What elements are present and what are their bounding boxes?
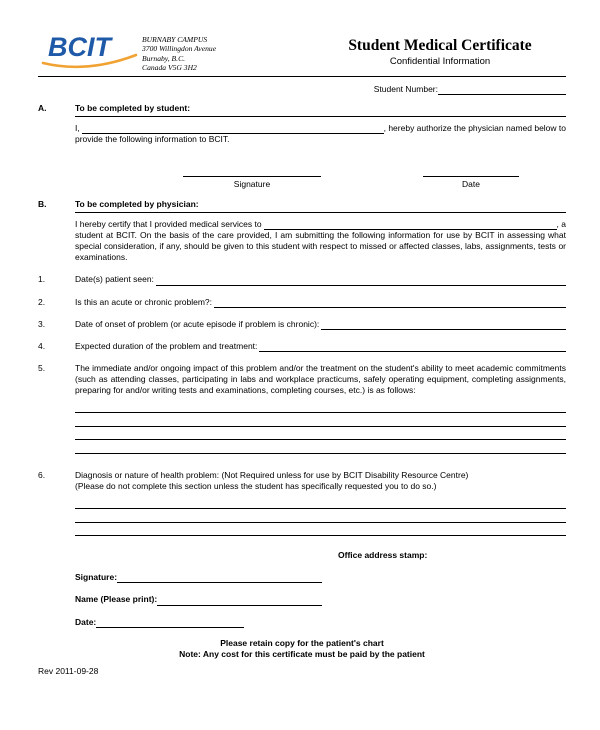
question-1-label: Date(s) patient seen: bbox=[75, 274, 154, 285]
address-line-3: Canada V5G 3H2 bbox=[142, 62, 197, 72]
question-6 bbox=[38, 470, 566, 492]
question-2-label: Is this an acute or chronic problem?: bbox=[75, 296, 213, 307]
retain-copy-note: Please retain copy for the patient's chart bbox=[220, 637, 384, 648]
answer-line[interactable] bbox=[75, 496, 566, 510]
cost-note: Note: Any cost for this certificate must be paid by the patient bbox=[179, 648, 425, 659]
answer-line[interactable] bbox=[75, 509, 566, 523]
page-subtitle: Confidential Information bbox=[389, 56, 491, 68]
student-signature-field[interactable] bbox=[183, 167, 321, 177]
physician-date-row bbox=[75, 617, 566, 628]
authorize-prefix: I, bbox=[75, 123, 80, 134]
address-line-2: Burnaby, B.C. bbox=[142, 53, 186, 63]
authorization-paragraph bbox=[75, 123, 566, 145]
question-4 bbox=[38, 341, 566, 352]
certify-prefix: I hereby certify that I provided medical services to bbox=[75, 219, 262, 230]
physician-signature-field[interactable] bbox=[117, 573, 322, 583]
question-6-label bbox=[75, 470, 566, 492]
patient-name-field[interactable] bbox=[264, 220, 557, 230]
physician-date-field[interactable] bbox=[96, 618, 244, 628]
certify-suffix: , a bbox=[556, 219, 566, 230]
student-signature-box bbox=[183, 167, 321, 190]
physician-name-label: Name (Please print): bbox=[75, 594, 158, 605]
certify-body: student at BCIT. On the basis of the care provided, I am submitting the following information for use by BCIT in assessing what special consideration, if any, should be given to this student with respect to missed or affected classes, labs, assignments, tests or examinations. bbox=[75, 230, 566, 263]
student-number-label: Student Number: bbox=[373, 84, 438, 94]
date-caption: Date bbox=[462, 179, 480, 190]
bcit-logo bbox=[38, 34, 142, 61]
office-stamp-label: Office address stamp: bbox=[338, 550, 428, 561]
question-1 bbox=[38, 274, 566, 285]
physician-signature-label: Signature: bbox=[75, 572, 118, 583]
header bbox=[38, 34, 566, 72]
question-3-field[interactable] bbox=[321, 320, 566, 330]
student-date-box bbox=[423, 167, 519, 190]
authorize-suffix: , hereby authorize the physician named below to bbox=[383, 123, 566, 134]
question-3-label: Date of onset of problem (or acute episode if problem is chronic): bbox=[75, 318, 320, 329]
answer-line[interactable] bbox=[75, 400, 566, 414]
question-4-field[interactable] bbox=[259, 342, 566, 352]
answer-line[interactable] bbox=[75, 427, 566, 441]
physician-date-label: Date: bbox=[75, 616, 97, 627]
signature-caption: Signature bbox=[233, 179, 271, 190]
question-3-number: 3. bbox=[38, 318, 46, 329]
question-3 bbox=[38, 319, 566, 330]
physician-signature-row bbox=[75, 572, 566, 583]
question-6-line1: Diagnosis or nature of health problem: (Not Required unless for use by BCIT Disability Resource Centre) bbox=[75, 469, 469, 480]
question-6-answer-lines bbox=[75, 496, 566, 537]
campus-address-block bbox=[142, 34, 256, 72]
answer-line[interactable] bbox=[75, 440, 566, 454]
title-block bbox=[314, 34, 566, 68]
question-5-number: 5. bbox=[38, 362, 46, 373]
question-6-number: 6. bbox=[38, 469, 46, 480]
revision-label: Rev 2011-09-28 bbox=[38, 665, 99, 676]
section-a-letter: A. bbox=[38, 103, 47, 114]
question-4-number: 4. bbox=[38, 340, 46, 351]
question-2-number: 2. bbox=[38, 296, 46, 307]
address-line-1: 3700 Willingdon Avenue bbox=[142, 44, 217, 54]
section-b-letter: B. bbox=[38, 199, 47, 210]
question-1-field[interactable] bbox=[156, 276, 566, 286]
physician-name-row bbox=[75, 594, 566, 605]
section-b-heading bbox=[38, 199, 566, 213]
question-2-field[interactable] bbox=[214, 298, 566, 308]
office-stamp-row bbox=[338, 550, 566, 561]
student-number-row bbox=[38, 84, 566, 95]
section-a-title: To be completed by student: bbox=[75, 103, 566, 117]
answer-line[interactable] bbox=[75, 523, 566, 537]
question-1-number: 1. bbox=[38, 274, 46, 285]
student-signature-row bbox=[75, 167, 566, 190]
question-5-label: The immediate and/or ongoing impact of this problem and/or the treatment on the student's ability to meet academic commitments (such as attending classes, participating in labs and workplace practicums, safely operating equipment, completing assignments, preparing for and/or writing tests and examinations, completing courses, etc.) is as follows: bbox=[75, 362, 566, 395]
question-4-label: Expected duration of the problem and treatment: bbox=[75, 340, 258, 351]
section-a-heading bbox=[38, 103, 566, 117]
answer-line[interactable] bbox=[75, 413, 566, 427]
question-6-line2: (Please do not complete this section unless the student has specifically requested you to do so.) bbox=[75, 480, 437, 491]
campus-name: BURNABY CAMPUS bbox=[142, 35, 208, 44]
page-title: Student Medical Certificate bbox=[348, 37, 532, 54]
question-5 bbox=[38, 363, 566, 396]
bcit-logo-swoosh-icon bbox=[40, 53, 140, 69]
header-divider bbox=[38, 76, 566, 77]
question-2 bbox=[38, 297, 566, 308]
authorize-line2: provide the following information to BCIT. bbox=[75, 134, 230, 145]
physician-name-field[interactable] bbox=[157, 596, 322, 606]
student-name-field[interactable] bbox=[82, 124, 384, 134]
student-date-field[interactable] bbox=[423, 167, 519, 177]
section-b-title: To be completed by physician: bbox=[75, 199, 566, 213]
physician-certify-paragraph bbox=[75, 219, 566, 263]
question-5-answer-lines bbox=[75, 400, 566, 454]
student-number-field[interactable] bbox=[438, 85, 566, 95]
bcit-logo-text: BCIT bbox=[48, 32, 111, 62]
